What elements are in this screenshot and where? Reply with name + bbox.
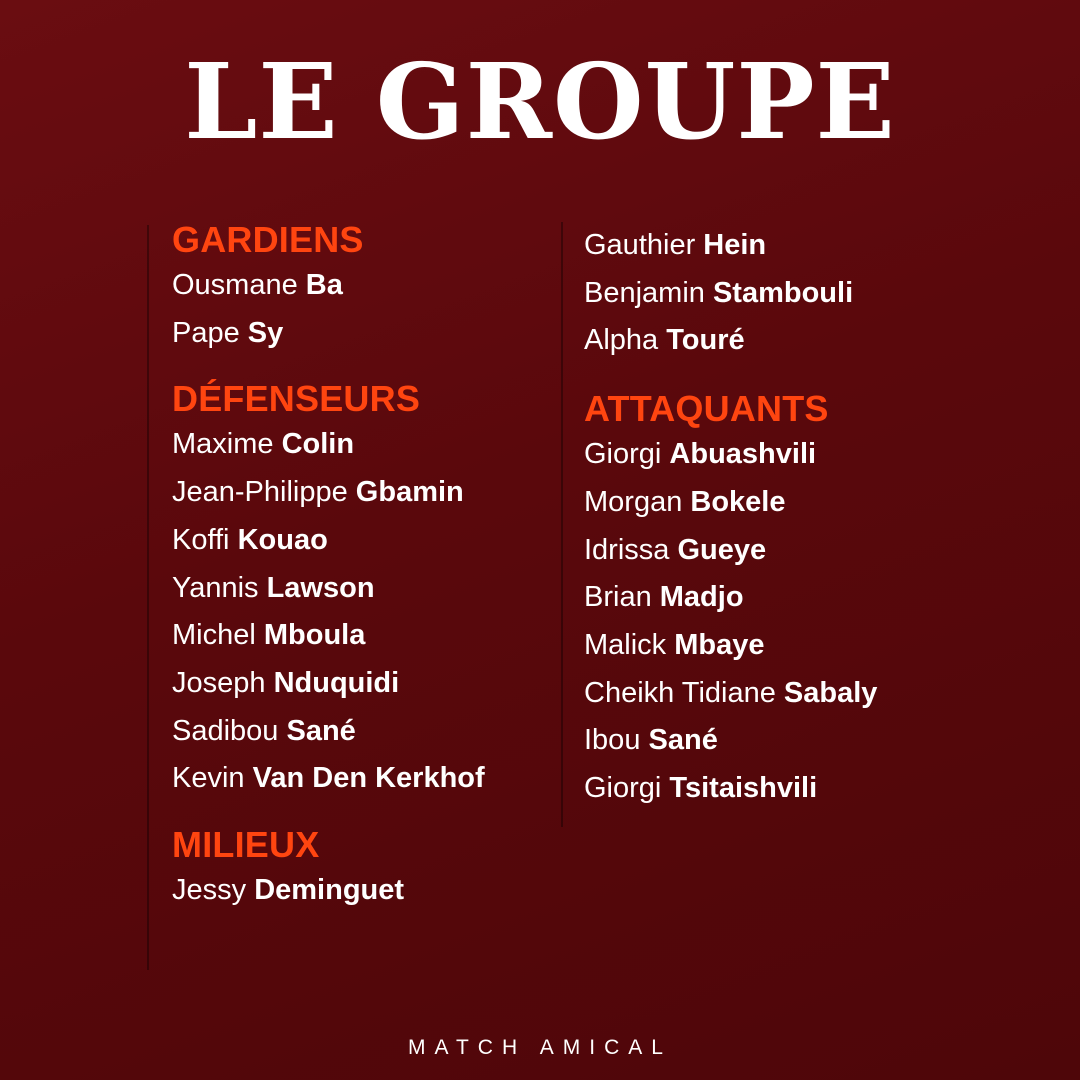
player-first-name: Kevin	[172, 762, 245, 795]
player-last-name: Mbaye	[674, 628, 765, 661]
player-name	[584, 527, 1024, 575]
player-name	[172, 660, 552, 708]
player-last-name: Colin	[281, 428, 355, 461]
page-title: LE GROUPE	[184, 40, 896, 163]
player-first-name: Morgan	[584, 485, 683, 518]
player-first-name: Brian	[584, 581, 652, 614]
player-last-name: Gueye	[677, 533, 767, 566]
player-name	[584, 222, 1024, 270]
player-last-name: Abuashvili	[669, 438, 817, 471]
player-last-name: Van Den Kerkhof	[252, 762, 485, 795]
player-last-name: Nduquidi	[273, 666, 400, 699]
player-first-name: Alpha	[584, 324, 659, 357]
player-name	[172, 262, 552, 310]
section-heading-milieux: MILIEUX	[172, 824, 320, 866]
player-first-name: Ousmane	[172, 269, 298, 301]
player-last-name: Madjo	[659, 581, 744, 614]
player-last-name: Hein	[703, 229, 767, 261]
player-name	[584, 717, 1024, 765]
player-last-name: Bokele	[690, 485, 786, 518]
player-name	[172, 517, 552, 565]
player-first-name: Michel	[172, 619, 256, 652]
player-first-name: Sadibou	[172, 714, 279, 747]
player-name	[172, 310, 552, 358]
player-first-name: Pape	[172, 316, 240, 349]
player-name	[172, 708, 552, 756]
player-name	[584, 431, 1024, 479]
player-last-name: Sabaly	[783, 676, 878, 709]
player-first-name: Malick	[584, 628, 667, 661]
player-last-name: Mboula	[263, 619, 366, 652]
player-name	[584, 479, 1024, 527]
left-column-divider	[147, 225, 149, 970]
player-last-name: Lawson	[266, 571, 375, 604]
footer-caption: MATCH AMICAL	[408, 1036, 672, 1059]
player-last-name: Touré	[666, 324, 745, 357]
right-column-divider	[561, 222, 563, 827]
player-first-name: Giorgi	[584, 438, 662, 471]
player-first-name: Cheikh Tidiane	[584, 676, 776, 709]
section-heading-attaquants: ATTAQUANTS	[584, 388, 829, 430]
player-name	[172, 755, 552, 803]
player-name	[172, 469, 552, 517]
player-name	[584, 574, 1024, 622]
player-name	[172, 867, 552, 915]
section-heading-defenseurs: DÉFENSEURS	[172, 378, 421, 420]
player-first-name: Idrissa	[584, 533, 670, 566]
player-first-name: Joseph	[172, 666, 266, 699]
player-first-name: Koffi	[172, 523, 230, 556]
player-last-name: Sané	[648, 724, 718, 757]
player-first-name: Benjamin	[584, 276, 705, 309]
player-first-name: Jessy	[172, 874, 247, 907]
player-last-name: Sané	[286, 714, 356, 747]
player-name	[172, 612, 552, 660]
player-name	[584, 670, 1024, 718]
left-column	[172, 218, 552, 915]
player-name	[172, 565, 552, 613]
player-first-name: Maxime	[172, 428, 274, 461]
player-first-name: Jean-Philippe	[172, 476, 348, 509]
player-last-name: Gbamin	[355, 476, 464, 509]
player-first-name: Giorgi	[584, 772, 662, 805]
player-last-name: Deminguet	[254, 874, 405, 907]
player-name	[584, 317, 1024, 365]
section-heading-gardiens: GARDIENS	[172, 219, 364, 260]
right-column	[584, 222, 1024, 813]
player-first-name: Yannis	[172, 571, 259, 604]
player-name	[584, 765, 1024, 813]
player-first-name: Gauthier	[584, 229, 696, 261]
player-last-name: Ba	[305, 269, 343, 301]
player-last-name: Tsitaishvili	[669, 772, 818, 805]
player-name	[172, 421, 552, 469]
player-last-name: Sy	[247, 316, 284, 349]
player-first-name: Ibou	[584, 724, 641, 757]
player-name	[584, 622, 1024, 670]
player-name	[584, 270, 1024, 318]
player-last-name: Kouao	[237, 523, 328, 556]
player-last-name: Stambouli	[712, 276, 854, 309]
